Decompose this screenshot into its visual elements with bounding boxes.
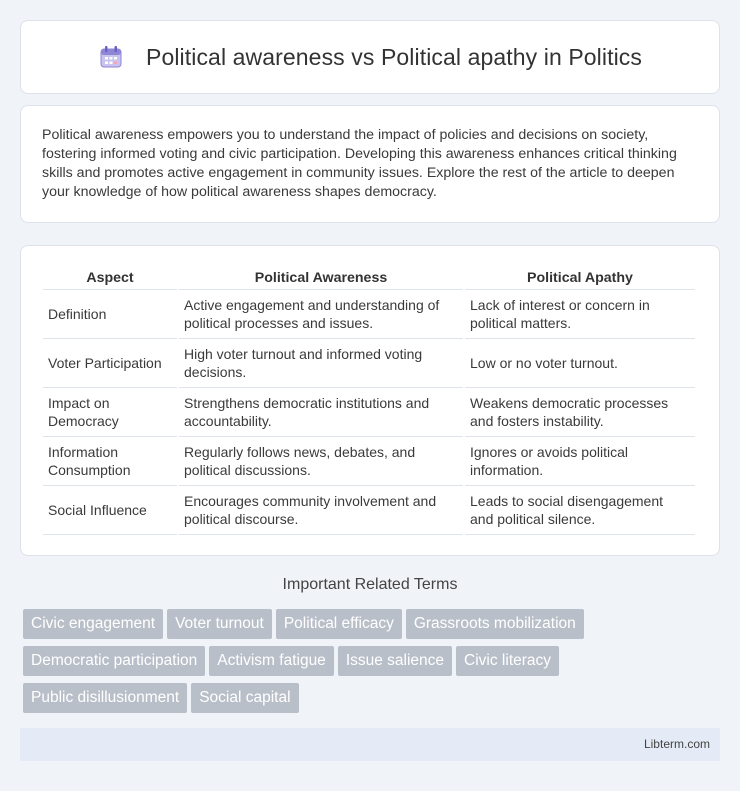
related-terms-list bbox=[23, 609, 723, 720]
comparison-table bbox=[41, 266, 697, 535]
cell-awareness: Encourages community involvement and political discourse. bbox=[179, 486, 463, 535]
tag-voter-turnout[interactable]: Voter turnout bbox=[167, 609, 272, 639]
intro-card bbox=[20, 105, 720, 223]
cell-aspect: Information Consumption bbox=[43, 437, 177, 486]
table-row bbox=[43, 437, 695, 486]
tag-social-capital[interactable]: Social capital bbox=[191, 683, 298, 713]
cell-aspect: Definition bbox=[43, 290, 177, 339]
tag-grassroots-mobilization[interactable]: Grassroots mobilization bbox=[406, 609, 584, 639]
tag-activism-fatigue[interactable]: Activism fatigue bbox=[209, 646, 334, 676]
related-terms-heading: Important Related Terms bbox=[282, 576, 458, 593]
cell-aspect: Social Influence bbox=[43, 486, 177, 535]
tag-public-disillusionment[interactable]: Public disillusionment bbox=[23, 683, 187, 713]
intro-text: Political awareness empowers you to understand the impact of policies and decisions on society, fostering informed voting and civic participation. Developing this awareness enhances critical thinking skills and promotes active engagement in community issues. Explore the rest of the article to deepen your knowledge of how political awareness shapes democracy. bbox=[42, 127, 677, 200]
cell-apathy: Weakens democratic processes and fosters instability. bbox=[465, 388, 695, 437]
cell-aspect: Impact on Democracy bbox=[43, 388, 177, 437]
table-row bbox=[43, 290, 695, 339]
footer bbox=[20, 728, 720, 761]
cell-apathy: Leads to social disengagement and political silence. bbox=[465, 486, 695, 535]
tag-political-efficacy[interactable]: Political efficacy bbox=[276, 609, 402, 639]
table-header-row bbox=[43, 266, 695, 290]
cell-awareness: Active engagement and understanding of political processes and issues. bbox=[179, 290, 463, 339]
calendar-icon bbox=[98, 44, 124, 70]
tag-civic-literacy[interactable]: Civic literacy bbox=[456, 646, 559, 676]
header-political-awareness: Political Awareness bbox=[179, 266, 463, 290]
cell-apathy: Low or no voter turnout. bbox=[465, 339, 695, 388]
footer-site-link[interactable]: Libterm.com bbox=[643, 737, 710, 751]
page-title: Political awareness vs Political apathy in Politics bbox=[146, 43, 642, 70]
tag-issue-salience[interactable]: Issue salience bbox=[338, 646, 452, 676]
table-row bbox=[43, 388, 695, 437]
tag-civic-engagement[interactable]: Civic engagement bbox=[23, 609, 163, 639]
cell-awareness: Strengthens democratic institutions and accountability. bbox=[179, 388, 463, 437]
tag-democratic-participation[interactable]: Democratic participation bbox=[23, 646, 205, 676]
table-row bbox=[43, 486, 695, 535]
header-aspect: Aspect bbox=[43, 266, 177, 290]
header-political-apathy: Political Apathy bbox=[465, 266, 695, 290]
cell-apathy: Lack of interest or concern in political matters. bbox=[465, 290, 695, 339]
cell-awareness: High voter turnout and informed voting decisions. bbox=[179, 339, 463, 388]
comparison-table-card bbox=[20, 245, 720, 556]
cell-awareness: Regularly follows news, debates, and political discussions. bbox=[179, 437, 463, 486]
cell-aspect: Voter Participation bbox=[43, 339, 177, 388]
title-card bbox=[20, 20, 720, 94]
table-row bbox=[43, 339, 695, 388]
cell-apathy: Ignores or avoids political information. bbox=[465, 437, 695, 486]
